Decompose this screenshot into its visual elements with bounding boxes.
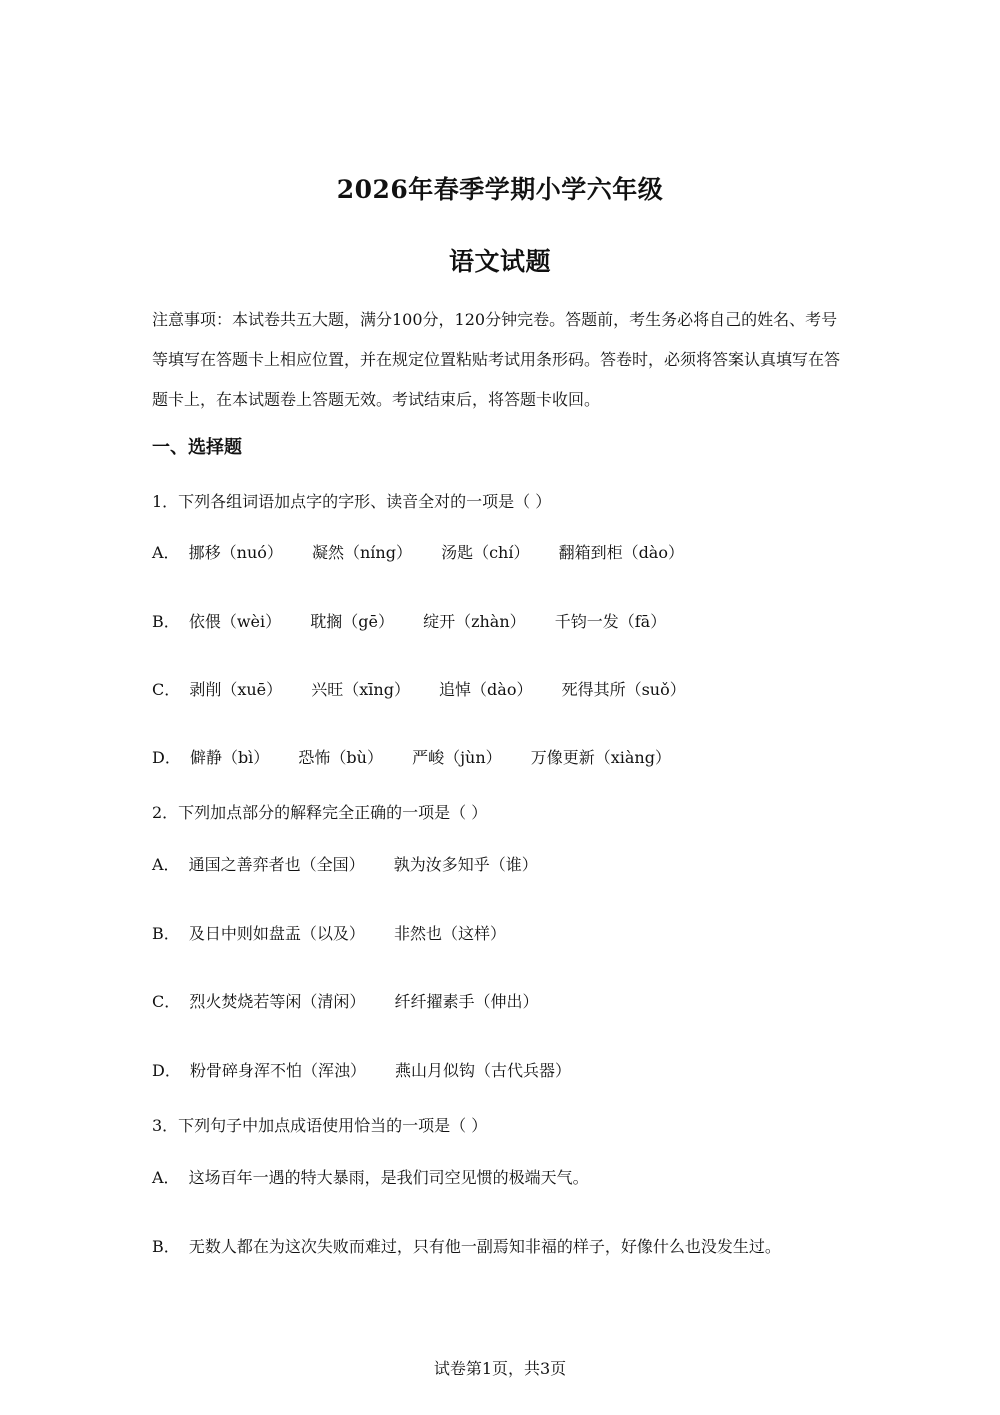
option-item: 恐怖（bù） bbox=[298, 748, 383, 767]
option-item: 通国之善弈者也（全国） bbox=[188, 855, 365, 874]
option-label: B． bbox=[152, 1237, 180, 1256]
question-stem: 2．下列加点部分的解释完全正确的一项是（ ） bbox=[152, 803, 488, 822]
section-heading: 一、选择题 bbox=[152, 437, 242, 458]
option-item: 依偎（wèi） bbox=[188, 612, 282, 631]
option-item: 兴旺（xīng） bbox=[311, 680, 410, 699]
option-label: C． bbox=[152, 992, 181, 1011]
option-label: C． bbox=[152, 680, 181, 699]
option-item: 及日中则如盘盂（以及） bbox=[188, 924, 365, 943]
option-item: 严峻（jùn） bbox=[412, 748, 502, 767]
option-label: D． bbox=[152, 1061, 181, 1080]
page-footer: 试卷第1页，共3页 bbox=[433, 1359, 567, 1378]
question-option bbox=[152, 1058, 595, 1081]
question-stem: 1．下列各组词语加点字的字形、读音全对的一项是（ ） bbox=[152, 492, 552, 511]
question-option bbox=[152, 1165, 613, 1188]
option-item: 挪移（nuó） bbox=[188, 543, 283, 562]
option-item: 无数人都在为这次失败而难过，只有他一副焉知非福的样子，好像什么也没发生过。 bbox=[188, 1237, 781, 1256]
option-label: B． bbox=[152, 612, 180, 631]
question-option bbox=[152, 921, 530, 944]
exam-notice: 注意事项：本试卷共五大题，满分100分，120分钟完卷。答题前，考生务必将自己的姓名、考号等填写在答题卡上相应位置，并在规定位置粘贴考试用条形码。答卷时，必须将答案认真填写在答题卡上，在本试题卷上答题无效。考试结束后，将答题卡收回。 bbox=[152, 310, 841, 409]
option-item: 绽开（zhàn） bbox=[423, 612, 526, 631]
option-item: 僻静（bì） bbox=[189, 748, 270, 767]
option-item: 死得其所（suǒ） bbox=[561, 680, 686, 699]
option-label: B． bbox=[152, 924, 180, 943]
question-option bbox=[152, 1234, 805, 1257]
question-option bbox=[152, 989, 562, 1012]
question-option bbox=[152, 745, 695, 768]
option-item: 万像更新（xiàng） bbox=[530, 748, 671, 767]
question-option bbox=[152, 540, 708, 563]
question-stem: 3．下列句子中加点成语使用恰当的一项是（ ） bbox=[152, 1116, 488, 1135]
option-item: 纤纤擢素手（伸出） bbox=[394, 992, 539, 1011]
option-item: 燕山月似钩（古代兵器） bbox=[395, 1061, 572, 1080]
question-option bbox=[152, 852, 562, 875]
option-label: A． bbox=[152, 543, 180, 562]
option-item: 烈火焚烧若等闲（清闲） bbox=[189, 992, 366, 1011]
exam-title-line2: 语文试题 bbox=[448, 247, 551, 276]
exam-title-line1: 2026年春季学期小学六年级 bbox=[336, 175, 664, 204]
question-option bbox=[152, 677, 710, 700]
question-option bbox=[152, 609, 690, 632]
option-item: 追悼（dào） bbox=[439, 680, 533, 699]
option-label: D． bbox=[152, 748, 181, 767]
option-item: 汤匙（chí） bbox=[441, 543, 530, 562]
option-item: 凝然（níng） bbox=[312, 543, 412, 562]
option-item: 剥削（xuē） bbox=[189, 680, 283, 699]
option-item: 翻箱到柜（dào） bbox=[558, 543, 684, 562]
option-item: 千钧一发（fā） bbox=[554, 612, 667, 631]
option-item: 耽搁（gē） bbox=[310, 612, 394, 631]
option-label: A． bbox=[152, 855, 180, 874]
option-item: 粉骨碎身浑不怕（浑浊） bbox=[189, 1061, 366, 1080]
option-item: 非然也（这样） bbox=[393, 924, 506, 943]
option-item: 这场百年一遇的特大暴雨，是我们司空见惯的极端天气。 bbox=[188, 1168, 589, 1187]
option-item: 孰为汝多知乎（谁） bbox=[393, 855, 538, 874]
option-label: A． bbox=[152, 1168, 180, 1187]
